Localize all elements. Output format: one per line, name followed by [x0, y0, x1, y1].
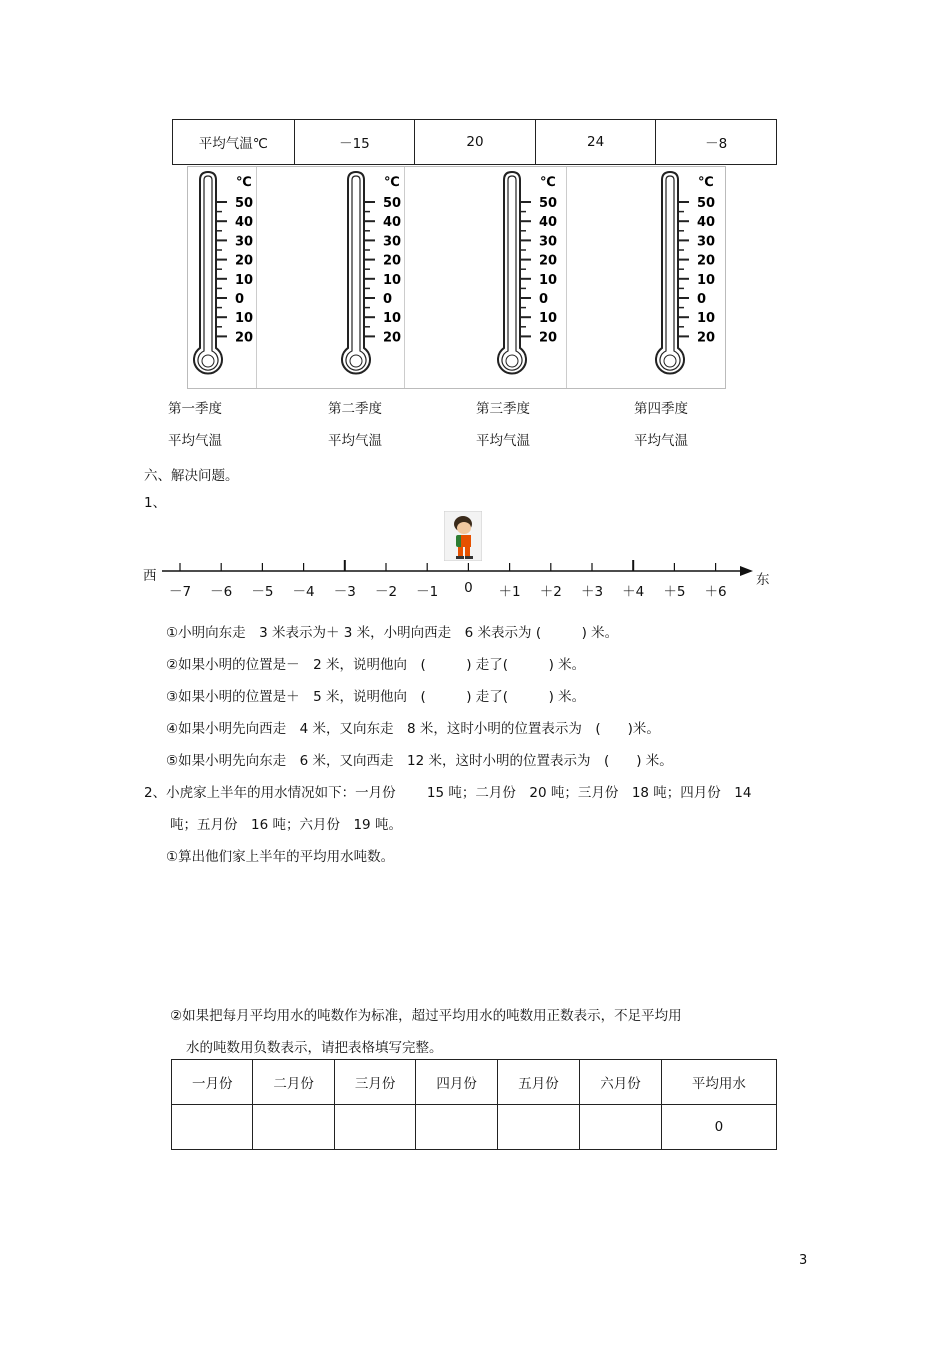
scale-label: 40 [383, 215, 402, 231]
q2-line-1: 2、小虎家上半年的用水情况如下：一月份 15 吨；二月份 20 吨；三月份 18 吨；四月份 14 [144, 785, 752, 801]
scale-label: 40 [697, 215, 716, 231]
scale-label: 10 [383, 272, 402, 288]
season-name: 第三季度 [476, 401, 530, 417]
thermometer-2 [338, 168, 410, 386]
water-usage-table [171, 1059, 777, 1150]
table-cell[interactable] [580, 1105, 661, 1150]
unit-label: ℃ [236, 175, 252, 190]
scale-label: 50 [539, 196, 558, 211]
temperature-table [172, 119, 777, 165]
number-line-label: －4 [292, 584, 315, 600]
thermometer-4 [652, 168, 724, 386]
table-cell[interactable] [497, 1105, 579, 1150]
scale-label: 20 [235, 253, 254, 269]
scale-label: 20 [697, 253, 716, 269]
scale-label: 0 [235, 292, 245, 307]
scale-label: 30 [235, 234, 254, 250]
scale-label: 30 [539, 234, 558, 250]
q1-item-1: ①小明向东走 3 米表示为＋ 3 米，小明向西走 6 米表示为 ( ) 米。 [166, 625, 619, 641]
scale-label: 0 [697, 292, 707, 307]
west-label: 西 [143, 568, 157, 584]
scale-label: 0 [383, 292, 393, 307]
page-number: 3 [799, 1253, 808, 1268]
q2-sub-2-line-2: 水的吨数用负数表示，请把表格填写完整。 [186, 1040, 443, 1056]
scale-label: 20 [539, 330, 558, 346]
season-4 [634, 393, 688, 457]
unit-label: ℃ [698, 175, 714, 190]
table-row [172, 1060, 777, 1105]
number-line-label: ＋6 [704, 584, 727, 600]
scale-label: 40 [235, 215, 254, 231]
scale-label: 10 [539, 311, 558, 327]
table-header-cell: 四月份 [416, 1060, 497, 1105]
number-line-label: ＋2 [539, 584, 562, 600]
number-line-label: －1 [416, 584, 439, 600]
q2-sub-1: ①算出他们家上半年的平均用水吨数。 [166, 849, 395, 865]
table-cell[interactable] [253, 1105, 334, 1150]
scale-label: 20 [383, 253, 402, 269]
table-cell: －15 [294, 120, 415, 165]
east-label: 东 [756, 572, 770, 588]
number-line-label: ＋1 [498, 584, 521, 600]
season-label: 平均气温 [634, 433, 688, 449]
season-label: 平均气温 [168, 433, 222, 449]
q1-item-5: ⑤如果小明先向东走 6 米，又向西走 12 米，这时小明的位置表示为 ( ) 米。 [166, 753, 673, 769]
scale-label: 10 [539, 272, 558, 288]
table-cell: 24 [535, 120, 656, 165]
table-cell: －8 [656, 120, 777, 165]
number-line-label: －2 [374, 584, 398, 600]
number-line-label: －7 [168, 584, 192, 600]
table-header-cell: 六月份 [580, 1060, 661, 1105]
unit-label: ℃ [384, 175, 400, 190]
scale-label: 50 [697, 196, 716, 211]
section-title: 六、解决问题。 [144, 468, 239, 484]
scale-label: 10 [235, 311, 254, 327]
question-number: 1、 [144, 495, 167, 511]
number-line-label: －3 [333, 584, 356, 600]
season-name: 第四季度 [634, 401, 688, 417]
table-cell: 0 [661, 1105, 776, 1150]
season-1 [168, 393, 222, 457]
scale-label: 10 [697, 311, 716, 327]
table-cell: 20 [415, 120, 536, 165]
table-row [173, 120, 777, 165]
scale-label: 30 [697, 234, 716, 250]
scale-label: 50 [235, 196, 254, 211]
table-header-cell: 二月份 [253, 1060, 334, 1105]
number-line-label: ＋3 [580, 584, 604, 600]
number-line-label: －5 [251, 584, 274, 600]
scale-label: 20 [383, 330, 402, 346]
season-label: 平均气温 [328, 433, 382, 449]
number-line-label: 0 [464, 580, 473, 596]
table-cell[interactable] [334, 1105, 415, 1150]
table-header-cell: 平均气温℃ [173, 120, 295, 165]
scale-label: 40 [539, 215, 558, 231]
q1-item-4: ④如果小明先向西走 4 米，又向东走 8 米，这时小明的位置表示为 ( )米。 [166, 721, 660, 737]
scale-label: 50 [383, 196, 402, 211]
table-row [172, 1105, 777, 1150]
number-line-label: ＋5 [663, 584, 686, 600]
scale-label: 20 [539, 253, 558, 269]
table-header-cell: 一月份 [172, 1060, 253, 1105]
number-line-label: ＋4 [622, 584, 645, 600]
q2-sub-2-line-1: ②如果把每月平均用水的吨数作为标准，超过平均用水的吨数用正数表示，不足平均用 [170, 1008, 682, 1024]
scale-label: 0 [539, 292, 549, 307]
thermometer-1 [190, 168, 262, 386]
season-label: 平均气温 [476, 433, 530, 449]
boy-picture [444, 511, 482, 561]
season-name: 第二季度 [328, 401, 382, 417]
q1-item-2: ②如果小明的位置是－ 2 米，说明他向 ( ) 走了( ) 米。 [166, 657, 586, 673]
table-header-cell: 五月份 [497, 1060, 579, 1105]
table-header-cell: 平均用水 [661, 1060, 776, 1105]
season-name: 第一季度 [168, 401, 222, 417]
thermometer-3 [494, 168, 566, 386]
scale-label: 10 [697, 272, 716, 288]
table-header-cell: 三月份 [334, 1060, 415, 1105]
scale-label: 10 [235, 272, 254, 288]
number-line-label: －6 [210, 584, 233, 600]
scale-label: 10 [383, 311, 402, 327]
unit-label: ℃ [540, 175, 556, 190]
q1-item-3: ③如果小明的位置是＋ 5 米，说明他向 ( ) 走了( ) 米。 [166, 689, 586, 705]
thermometer-panel [187, 166, 726, 389]
q2-line-2: 吨；五月份 16 吨；六月份 19 吨。 [170, 817, 402, 833]
scale-label: 30 [383, 234, 402, 250]
scale-label: 20 [235, 330, 254, 346]
table-cell[interactable] [416, 1105, 497, 1150]
scale-label: 20 [697, 330, 716, 346]
season-3 [476, 393, 530, 457]
table-cell[interactable] [172, 1105, 253, 1150]
season-2 [328, 393, 382, 457]
